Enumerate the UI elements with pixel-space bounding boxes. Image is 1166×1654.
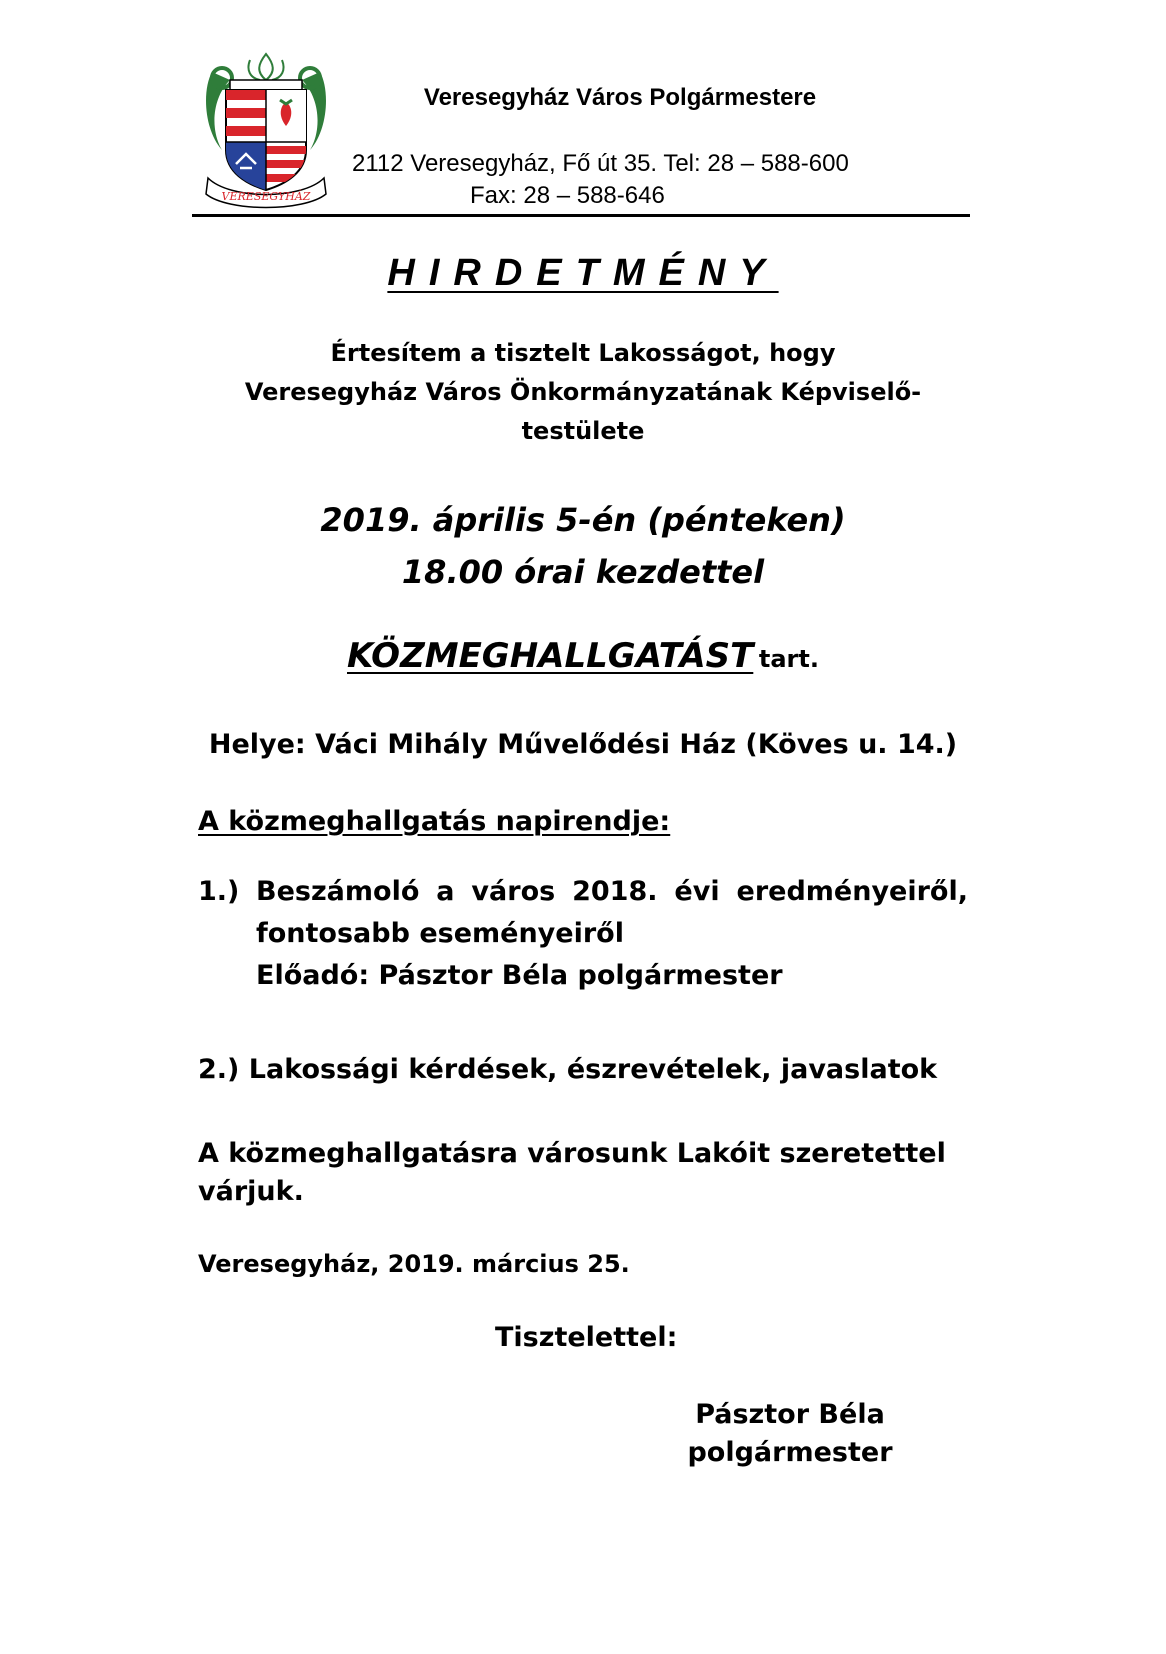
regards-line: Tisztelettel: bbox=[495, 1322, 678, 1353]
public-hearing-suffix: tart. bbox=[758, 645, 819, 673]
coat-of-arms-logo bbox=[200, 50, 332, 210]
intro-line: Veresegyház Város Önkormányzatának Képviselő- bbox=[244, 378, 922, 406]
agenda-item-1-presenter: Előadó: Pásztor Béla polgármester bbox=[256, 960, 783, 991]
signer-title: polgármester bbox=[687, 1437, 893, 1468]
logo-ribbon-text: VERESEGYHÁZ bbox=[221, 190, 311, 203]
intro-line: testülete bbox=[521, 417, 645, 445]
signer-name: Pásztor Béla bbox=[695, 1399, 885, 1430]
header-divider bbox=[192, 214, 970, 217]
fax-line: Fax: 28 – 588-646 bbox=[470, 182, 665, 209]
signature-block bbox=[660, 1396, 920, 1472]
address-line: 2112 Veresegyház, Fő út 35. Tel: 28 – 588-600 bbox=[352, 150, 849, 177]
event-datetime bbox=[0, 494, 1166, 598]
event-date: 2019. április 5-én (pénteken) bbox=[320, 501, 846, 539]
public-hearing-line bbox=[0, 636, 1166, 676]
event-time: 18.00 órai kezdettel bbox=[401, 553, 765, 591]
notice-title-text: HIRDETMÉNY bbox=[387, 252, 779, 294]
agenda-item-number: 1.) bbox=[198, 876, 240, 907]
agenda-item-1-line: fontosabb eseményeiről bbox=[256, 918, 624, 949]
agenda-heading: A közmeghallgatás napirendje: bbox=[198, 806, 671, 837]
notice-title bbox=[0, 252, 1166, 295]
agenda-item-2: 2.) Lakossági kérdések, észrevételek, javaslatok bbox=[198, 1054, 938, 1085]
date-line: Veresegyház, 2019. március 25. bbox=[198, 1250, 630, 1278]
intro-paragraph bbox=[0, 334, 1166, 451]
event-location: Helye: Váci Mihály Művelődési Ház (Köves u. 14.) bbox=[208, 729, 958, 760]
organization-name: Veresegyház Város Polgármestere bbox=[423, 84, 817, 111]
intro-line: Értesítem a tisztelt Lakosságot, hogy bbox=[330, 339, 836, 367]
agenda-item-1-line: Beszámoló a város 2018. évi eredményeiről, bbox=[256, 876, 968, 907]
closing-paragraph: A közmeghallgatásra városunk Lakóit szeretettel várjuk. bbox=[198, 1138, 946, 1207]
public-hearing-word: KÖZMEGHALLGATÁST bbox=[347, 636, 754, 676]
